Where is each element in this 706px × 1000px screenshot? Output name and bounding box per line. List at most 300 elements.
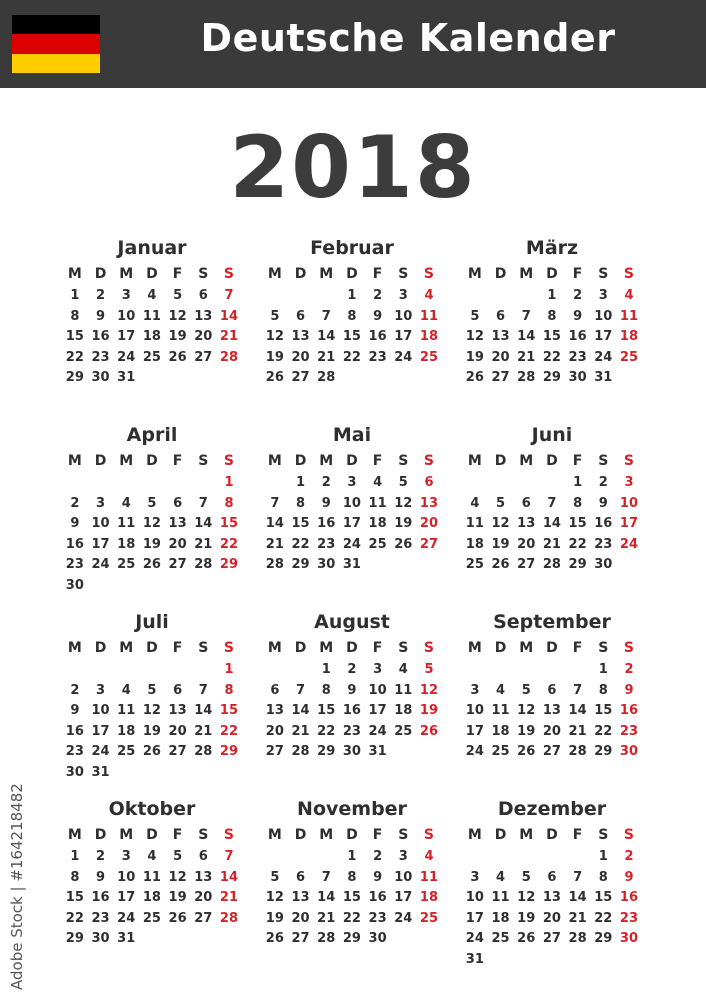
- day-cell: [488, 473, 514, 494]
- day-cell: 8: [70, 869, 80, 885]
- day-cell: 7: [224, 288, 234, 303]
- day-cell: 31: [91, 764, 110, 780]
- day-cell: 13: [194, 869, 213, 885]
- day-cell: 25: [619, 349, 639, 365]
- day-cell: 23: [568, 349, 587, 365]
- week-row: [62, 722, 242, 743]
- day-cell: 18: [419, 329, 439, 344]
- weekday-label: S: [223, 266, 235, 282]
- day-cell: 20: [517, 536, 536, 552]
- weekday-label: D: [346, 266, 358, 282]
- day-cell: 30: [619, 744, 639, 759]
- weekday-label: D: [546, 453, 558, 469]
- day-cell: 19: [465, 349, 484, 365]
- day-cell: 21: [317, 349, 336, 365]
- day-cell: 29: [65, 370, 84, 385]
- day-cell: 24: [91, 744, 110, 759]
- day-cell: 31: [594, 370, 613, 385]
- weekday-label: D: [94, 827, 107, 843]
- day-cell: 20: [194, 890, 213, 905]
- day-cell: 11: [491, 890, 510, 905]
- day-cell: 16: [91, 890, 110, 905]
- day-cell: [416, 555, 442, 576]
- weekday-header: [262, 823, 442, 847]
- day-cell: 16: [317, 516, 336, 531]
- day-cell: 26: [168, 910, 187, 926]
- weekday-header: [262, 636, 442, 660]
- week-row: [462, 701, 642, 722]
- weekday-label: M: [119, 640, 134, 656]
- week-row: [62, 327, 242, 348]
- day-cell: [462, 286, 488, 307]
- day-cell: [262, 286, 288, 307]
- day-cell: [88, 576, 114, 597]
- day-cell: 17: [117, 890, 136, 905]
- day-cell: 23: [594, 536, 613, 552]
- day-cell: 3: [96, 682, 106, 698]
- day-cell: 2: [373, 849, 383, 864]
- day-cell: 4: [373, 475, 383, 490]
- day-cell: 21: [317, 910, 336, 926]
- week-row: [62, 494, 242, 515]
- day-cell: 21: [568, 723, 587, 739]
- day-cell: 13: [291, 329, 310, 344]
- weekday-label: S: [223, 640, 235, 656]
- day-cell: 26: [394, 536, 413, 552]
- day-cell: [62, 473, 88, 494]
- weekday-label: S: [223, 453, 235, 469]
- day-cell: 29: [342, 931, 361, 946]
- week-row: [462, 494, 642, 515]
- weekday-label: D: [94, 266, 107, 282]
- day-cell: 5: [147, 495, 157, 511]
- day-cell: 27: [168, 557, 187, 572]
- day-cell: 6: [296, 308, 306, 324]
- day-cell: 1: [296, 475, 306, 490]
- day-cell: 8: [598, 869, 608, 885]
- day-cell: 22: [219, 536, 239, 552]
- day-cell: 18: [368, 516, 387, 531]
- week-row: [262, 307, 442, 328]
- week-row: [62, 660, 242, 681]
- weekday-label: F: [372, 453, 383, 469]
- weekday-label: F: [172, 640, 183, 656]
- day-cell: 29: [542, 370, 561, 385]
- day-cell: 24: [594, 349, 613, 365]
- day-cell: [416, 368, 442, 389]
- day-cell: 15: [219, 516, 239, 531]
- weekday-label: D: [294, 266, 307, 282]
- day-cell: [165, 473, 191, 494]
- weekday-label: M: [519, 266, 534, 282]
- day-cell: 20: [419, 516, 439, 531]
- day-cell: 10: [465, 703, 484, 718]
- day-cell: 22: [568, 536, 587, 552]
- day-cell: 20: [542, 910, 561, 926]
- weekday-header: [62, 449, 242, 473]
- day-cell: 28: [194, 744, 213, 759]
- day-cell: [565, 950, 591, 971]
- header-title: Deutsche Kalender: [200, 16, 616, 60]
- day-cell: 3: [373, 662, 383, 677]
- day-cell: 19: [517, 723, 536, 739]
- header-bar: [0, 0, 706, 88]
- day-cell: 14: [219, 869, 239, 885]
- day-cell: 20: [291, 910, 310, 926]
- day-cell: 1: [598, 849, 608, 864]
- day-cell: 22: [317, 723, 336, 739]
- week-row: [462, 888, 642, 909]
- day-cell: 9: [70, 516, 80, 531]
- day-cell: [313, 286, 339, 307]
- day-cell: [539, 660, 565, 681]
- month-name: Januar: [117, 237, 187, 259]
- day-cell: [113, 763, 139, 784]
- day-cell: [513, 660, 539, 681]
- day-cell: 25: [394, 723, 413, 739]
- day-cell: 6: [173, 682, 183, 698]
- day-cell: 26: [491, 557, 510, 572]
- day-cell: 23: [65, 557, 84, 572]
- weekday-label: M: [319, 827, 334, 843]
- day-cell: [416, 929, 442, 950]
- day-cell: 29: [594, 931, 613, 946]
- day-cell: 21: [291, 723, 310, 739]
- weekday-label: S: [623, 266, 635, 282]
- day-cell: 5: [470, 308, 480, 324]
- day-cell: 2: [598, 475, 608, 490]
- day-cell: 5: [270, 869, 280, 885]
- day-cell: 6: [296, 869, 306, 885]
- weekday-label: S: [598, 266, 609, 282]
- week-row: [262, 660, 442, 681]
- month-block: [62, 234, 242, 389]
- week-row: [462, 368, 642, 389]
- day-cell: 31: [368, 744, 387, 759]
- month-name: Dezember: [497, 798, 607, 820]
- weekday-label: M: [467, 453, 482, 469]
- day-cell: 23: [619, 910, 639, 926]
- day-cell: 19: [394, 516, 413, 531]
- day-cell: 9: [624, 869, 634, 885]
- weekday-label: D: [346, 640, 358, 656]
- week-row: [62, 473, 242, 494]
- day-cell: 2: [70, 682, 80, 698]
- day-cell: 5: [496, 495, 506, 511]
- day-cell: 3: [470, 682, 480, 698]
- weekday-label: S: [423, 266, 435, 282]
- day-cell: 19: [419, 703, 439, 718]
- day-cell: 10: [465, 890, 484, 905]
- day-cell: 13: [517, 516, 536, 531]
- day-cell: 24: [117, 910, 136, 926]
- day-cell: 10: [117, 308, 136, 324]
- day-cell: 12: [465, 329, 484, 344]
- weekday-label: M: [519, 453, 534, 469]
- day-cell: [565, 660, 591, 681]
- week-row: [62, 929, 242, 950]
- day-cell: 8: [224, 495, 234, 511]
- day-cell: 9: [624, 682, 634, 698]
- day-cell: 25: [491, 744, 510, 759]
- weekday-label: M: [119, 266, 134, 282]
- day-cell: 18: [491, 723, 510, 739]
- day-cell: 27: [194, 910, 213, 926]
- day-cell: 11: [619, 308, 639, 324]
- day-cell: [139, 763, 165, 784]
- day-cell: 27: [194, 349, 213, 365]
- day-cell: 17: [368, 703, 387, 718]
- day-cell: [165, 660, 191, 681]
- day-cell: 18: [491, 910, 510, 926]
- day-cell: 25: [117, 557, 136, 572]
- day-cell: 15: [65, 329, 84, 344]
- day-cell: 31: [117, 931, 136, 946]
- day-cell: 12: [265, 890, 284, 905]
- day-cell: 20: [291, 349, 310, 365]
- day-cell: 30: [91, 931, 110, 946]
- flag-stripe-black: [12, 15, 100, 34]
- day-cell: 10: [368, 682, 387, 698]
- day-cell: [462, 847, 488, 868]
- week-row: [462, 868, 642, 889]
- day-cell: [262, 473, 288, 494]
- day-cell: 30: [619, 931, 639, 946]
- week-row: [62, 368, 242, 389]
- day-cell: [216, 576, 242, 597]
- day-cell: 11: [419, 869, 439, 885]
- day-cell: 8: [321, 682, 331, 698]
- flag-stripe-red: [12, 34, 100, 53]
- day-cell: [539, 950, 565, 971]
- day-cell: [165, 368, 191, 389]
- day-cell: 27: [291, 931, 310, 946]
- day-cell: 12: [168, 869, 187, 885]
- weekday-label: S: [398, 453, 409, 469]
- day-cell: [62, 660, 88, 681]
- day-cell: 5: [173, 288, 183, 303]
- day-cell: 30: [568, 370, 587, 385]
- day-cell: [190, 929, 216, 950]
- weekday-label: M: [467, 640, 482, 656]
- day-cell: 11: [465, 516, 484, 531]
- day-cell: 9: [70, 703, 80, 718]
- week-row: [262, 888, 442, 909]
- week-row: [262, 286, 442, 307]
- day-cell: 25: [491, 931, 510, 946]
- day-cell: 12: [394, 495, 413, 511]
- day-cell: 2: [624, 662, 634, 677]
- day-cell: [339, 368, 365, 389]
- week-row: [462, 555, 642, 576]
- weekday-label: M: [519, 827, 534, 843]
- day-cell: 7: [573, 682, 583, 698]
- weekday-label: M: [267, 266, 282, 282]
- day-cell: [390, 555, 416, 576]
- day-cell: 18: [142, 329, 161, 344]
- day-cell: 15: [342, 329, 361, 344]
- day-cell: 11: [117, 703, 136, 718]
- day-cell: 16: [619, 890, 639, 905]
- day-cell: 17: [91, 723, 110, 739]
- day-cell: 30: [368, 931, 387, 946]
- day-cell: 22: [594, 723, 613, 739]
- week-row: [262, 929, 442, 950]
- day-cell: 20: [168, 723, 187, 739]
- weekday-label: S: [223, 827, 235, 843]
- weekday-label: S: [198, 453, 209, 469]
- day-cell: 26: [265, 931, 284, 946]
- day-cell: 2: [373, 288, 383, 303]
- day-cell: 15: [219, 703, 239, 718]
- day-cell: 19: [142, 536, 161, 552]
- weekday-label: F: [572, 640, 583, 656]
- week-row: [62, 868, 242, 889]
- day-cell: 18: [117, 536, 136, 552]
- day-cell: 19: [168, 329, 187, 344]
- week-row: [62, 286, 242, 307]
- weekday-label: F: [572, 453, 583, 469]
- day-cell: 24: [394, 349, 413, 365]
- week-row: [62, 847, 242, 868]
- day-cell: 27: [419, 536, 439, 552]
- day-cell: 15: [594, 890, 613, 905]
- day-cell: [488, 660, 514, 681]
- weekday-label: F: [372, 266, 383, 282]
- day-cell: 8: [547, 308, 557, 324]
- weekday-label: D: [146, 453, 158, 469]
- week-row: [462, 286, 642, 307]
- day-cell: 9: [573, 308, 583, 324]
- day-cell: 1: [70, 288, 80, 303]
- day-cell: [165, 763, 191, 784]
- week-row: [462, 681, 642, 702]
- day-cell: 14: [317, 890, 336, 905]
- day-cell: 19: [517, 910, 536, 926]
- day-cell: 16: [619, 703, 639, 718]
- day-cell: 4: [624, 288, 634, 303]
- day-cell: 13: [168, 516, 187, 531]
- day-cell: 4: [496, 682, 506, 698]
- day-cell: 10: [342, 495, 361, 511]
- weekday-label: F: [372, 827, 383, 843]
- day-cell: 11: [142, 869, 161, 885]
- day-cell: [139, 473, 165, 494]
- day-cell: [165, 576, 191, 597]
- weekday-label: D: [294, 640, 307, 656]
- weekday-label: M: [67, 827, 82, 843]
- day-cell: [139, 368, 165, 389]
- weekday-label: S: [598, 640, 609, 656]
- weekday-label: M: [67, 640, 82, 656]
- day-cell: 8: [573, 495, 583, 511]
- day-cell: [288, 847, 314, 868]
- day-cell: 23: [65, 744, 84, 759]
- day-cell: 18: [142, 890, 161, 905]
- weekday-label: F: [572, 266, 583, 282]
- day-cell: 6: [198, 849, 208, 864]
- day-cell: 3: [121, 849, 131, 864]
- weekday-header: [62, 636, 242, 660]
- day-cell: 7: [521, 308, 531, 324]
- day-cell: 1: [573, 475, 583, 490]
- month-name: August: [314, 611, 390, 633]
- day-cell: 10: [394, 869, 413, 885]
- day-cell: 15: [65, 890, 84, 905]
- day-cell: [165, 929, 191, 950]
- day-cell: 17: [619, 516, 639, 531]
- weekday-label: D: [94, 453, 107, 469]
- weekday-label: M: [267, 453, 282, 469]
- day-cell: 16: [368, 329, 387, 344]
- day-cell: [539, 847, 565, 868]
- day-cell: 25: [419, 349, 439, 365]
- week-row: [62, 535, 242, 556]
- weekday-label: M: [267, 827, 282, 843]
- week-row: [262, 535, 442, 556]
- day-cell: 19: [142, 723, 161, 739]
- day-cell: 11: [142, 308, 161, 324]
- day-cell: [190, 368, 216, 389]
- day-cell: 1: [224, 475, 234, 490]
- day-cell: 18: [419, 890, 439, 905]
- day-cell: 3: [96, 495, 106, 511]
- day-cell: 11: [394, 682, 413, 698]
- day-cell: [539, 473, 565, 494]
- day-cell: [390, 368, 416, 389]
- week-row: [262, 742, 442, 763]
- day-cell: 18: [117, 723, 136, 739]
- weekday-label: S: [398, 827, 409, 843]
- day-cell: 14: [194, 516, 213, 531]
- weekday-label: S: [198, 640, 209, 656]
- weekday-label: D: [494, 266, 507, 282]
- day-cell: 1: [70, 849, 80, 864]
- day-cell: 30: [65, 764, 84, 780]
- day-cell: [488, 286, 514, 307]
- day-cell: 6: [424, 475, 434, 490]
- day-cell: [365, 555, 391, 576]
- month-block: [462, 795, 642, 970]
- day-cell: 22: [342, 349, 361, 365]
- day-cell: [139, 576, 165, 597]
- day-cell: 15: [342, 890, 361, 905]
- day-cell: 13: [542, 703, 561, 718]
- day-cell: 25: [419, 910, 439, 926]
- stock-id-text: Adobe Stock | #164218482: [8, 783, 26, 990]
- week-row: [262, 368, 442, 389]
- day-cell: 8: [598, 682, 608, 698]
- week-row: [462, 514, 642, 535]
- day-cell: 23: [317, 536, 336, 552]
- day-cell: 21: [265, 536, 284, 552]
- day-cell: 21: [194, 723, 213, 739]
- day-cell: 9: [321, 495, 331, 511]
- day-cell: [513, 847, 539, 868]
- day-cell: 27: [265, 744, 284, 759]
- weekday-label: S: [423, 453, 435, 469]
- weekday-label: D: [494, 827, 507, 843]
- day-cell: 26: [265, 370, 284, 385]
- weekday-label: D: [546, 640, 558, 656]
- day-cell: 7: [321, 869, 331, 885]
- day-cell: 26: [465, 370, 484, 385]
- day-cell: 17: [117, 329, 136, 344]
- flag-stripe-gold: [12, 54, 100, 73]
- day-cell: [190, 473, 216, 494]
- day-cell: 26: [142, 557, 161, 572]
- day-cell: 2: [573, 288, 583, 303]
